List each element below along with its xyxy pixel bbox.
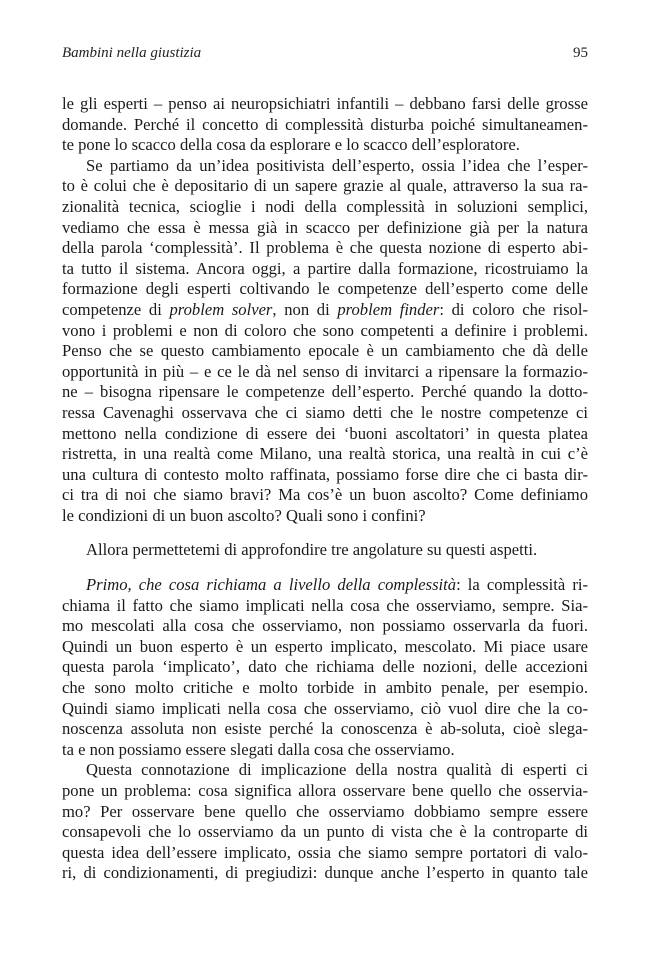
text-line xyxy=(62,699,588,720)
text-line xyxy=(62,802,588,823)
text-line xyxy=(62,115,588,136)
text-segment: noscenza assoluta non esiste perché la conoscenza è ab-soluta, cioè slega- xyxy=(62,719,588,739)
text-segment: ta e non possiamo essere slegati dalla cosa che osserviamo. xyxy=(62,739,455,759)
text-line xyxy=(62,740,588,761)
text-segment: questa idea dell’essere implicato, ossia che siamo sempre portatori di valo- xyxy=(62,842,588,862)
text-segment: Se partiamo da un’idea positivista dell’esperto, ossia l’idea che l’esper- xyxy=(86,155,588,175)
paragraph-gap xyxy=(62,561,588,575)
text-line xyxy=(62,321,588,342)
text-segment: vono i problemi e non di coloro che sono competenti a definire i problemi. xyxy=(62,320,588,340)
text-line xyxy=(62,465,588,486)
text-segment: ta tutto il sistema. Ancora oggi, a partire dalla formazione, ricostruiamo la xyxy=(62,258,588,278)
text-segment: opportunità in più – e ce le dà nel senso di invitarci a ripensare la formazio- xyxy=(62,361,588,381)
text-segment: mettono nella condizione di essere dei ‘buoni ascoltatori’ in questa platea xyxy=(62,423,588,443)
text-line xyxy=(62,822,588,843)
text-line xyxy=(62,485,588,506)
text-segment: questa parola ‘implicato’, dato che richiama delle nozioni, delle accezioni xyxy=(62,657,588,677)
text-line xyxy=(62,218,588,239)
text-segment: vediamo che essa è messa già in scacco per definizione già per la natura xyxy=(62,217,588,237)
text-line xyxy=(62,238,588,259)
text-segment: Allora permettetemi di approfondire tre angolature su questi aspetti. xyxy=(86,540,538,560)
text-segment: Questa connotazione di implicazione della nostra qualità di esperti ci xyxy=(86,760,588,780)
text-segment: ne – bisogna ripensare le competenze dell’esperto. Perché quando la dotto- xyxy=(62,382,588,402)
text-line xyxy=(62,156,588,177)
text-segment: Quindi un buon esperto è un esperto implicato, mescolato. Mi piace usare xyxy=(62,636,588,656)
text-line xyxy=(62,678,588,699)
italic-text: problem finder xyxy=(337,299,440,319)
text-line xyxy=(62,863,588,884)
text-line xyxy=(62,135,588,156)
text-segment: della parola ‘complessità’. Il problema è che questa nozione di esperto abi- xyxy=(62,238,588,258)
text-segment: ressa Cavenaghi osservava che ci siamo detti che le nostre competenze ci xyxy=(62,402,588,422)
text-line xyxy=(62,637,588,658)
text-line xyxy=(62,760,588,781)
text-line xyxy=(62,657,588,678)
text-segment: Penso che se questo cambiamento epocale è un cambiamento che dà delle xyxy=(62,341,588,361)
text-line xyxy=(62,341,588,362)
page-number: 95 xyxy=(573,45,588,61)
text-line xyxy=(62,382,588,403)
text-segment: formazione degli esperti coltivando le competenze dell’esperto come delle xyxy=(62,279,588,299)
text-segment: ri, di condizionamenti, di pregiudizi: dunque anche l’esperto in quanto tale xyxy=(62,863,588,883)
text-segment: : la complessità ri- xyxy=(456,575,589,595)
text-segment: Quindi siamo implicati nella cosa che osserviamo, ciò vuol dire che la co- xyxy=(62,698,588,718)
text-line xyxy=(62,444,588,465)
text-line xyxy=(62,300,588,321)
text-segment: domande. Perché il concetto di complessità disturba poiché simultaneamen- xyxy=(62,114,588,134)
text-line xyxy=(62,540,588,561)
text-line xyxy=(62,362,588,383)
text-segment: , non di xyxy=(272,299,338,319)
text-line xyxy=(62,596,588,617)
text-segment: : di coloro che risol- xyxy=(439,299,588,319)
text-segment: le gli esperti – penso ai neuropsichiatri infantili – debbano farsi delle grosse xyxy=(62,94,588,113)
text-segment: competenze di xyxy=(62,299,170,319)
running-title: Bambini nella giustizia xyxy=(62,45,202,61)
page-header xyxy=(62,45,588,67)
text-segment: chiama il fatto che siamo implicati nella cosa che osserviamo, sempre. Sia- xyxy=(62,595,588,615)
italic-text: problem solver xyxy=(169,299,273,319)
text-segment: le condizioni di un buon ascolto? Quali sono i confini? xyxy=(62,505,426,525)
text-segment: mo mescolati alla cosa che osserviamo, non possiamo osservarla da fuori. xyxy=(62,616,588,636)
text-segment: te pone lo scacco della cosa da esplorare e lo scacco dell’esploratore. xyxy=(62,135,520,155)
text-line xyxy=(62,176,588,197)
text-line xyxy=(62,843,588,864)
text-line xyxy=(62,506,588,527)
text-line xyxy=(62,424,588,445)
text-line xyxy=(62,575,588,596)
text-segment: pone un problema: cosa significa allora osservare bene quello che osservia- xyxy=(62,781,588,800)
body-text xyxy=(62,94,588,884)
text-segment: mo? Per osservare bene quello che osserviamo dobbiamo sempre essere xyxy=(62,801,588,821)
text-segment: una cultura di contesto molto raffinata, possiamo forse dire che ci basta dir- xyxy=(62,464,588,484)
text-line xyxy=(62,781,588,802)
text-line xyxy=(62,719,588,740)
italic-text: Primo, che cosa richiama a livello della complessità xyxy=(86,575,457,595)
text-line xyxy=(62,197,588,218)
text-line xyxy=(62,259,588,280)
text-line xyxy=(62,403,588,424)
text-line xyxy=(62,94,588,115)
text-segment: to è colui che è depositario di un sapere grazie al quale, attraverso la sua ra- xyxy=(62,176,588,196)
text-line xyxy=(62,616,588,637)
text-segment: che sono molto critiche e molto torbide in ambito penale, per esempio. xyxy=(62,678,588,698)
text-segment: zionalità tecnica, scioglie i nodi della complessità in soluzioni semplici, xyxy=(62,196,588,216)
text-segment: ristretta, in una realtà come Milano, una realtà storica, una realtà in cui c’è xyxy=(62,444,588,464)
paragraph-gap xyxy=(62,526,588,540)
text-segment: consapevoli che lo osserviamo da un punto di vista che è la controparte di xyxy=(62,822,588,842)
text-line xyxy=(62,279,588,300)
text-segment: ci tra di noi che siamo bravi? Ma cos’è un buon ascolto? Come definiamo xyxy=(62,485,588,505)
